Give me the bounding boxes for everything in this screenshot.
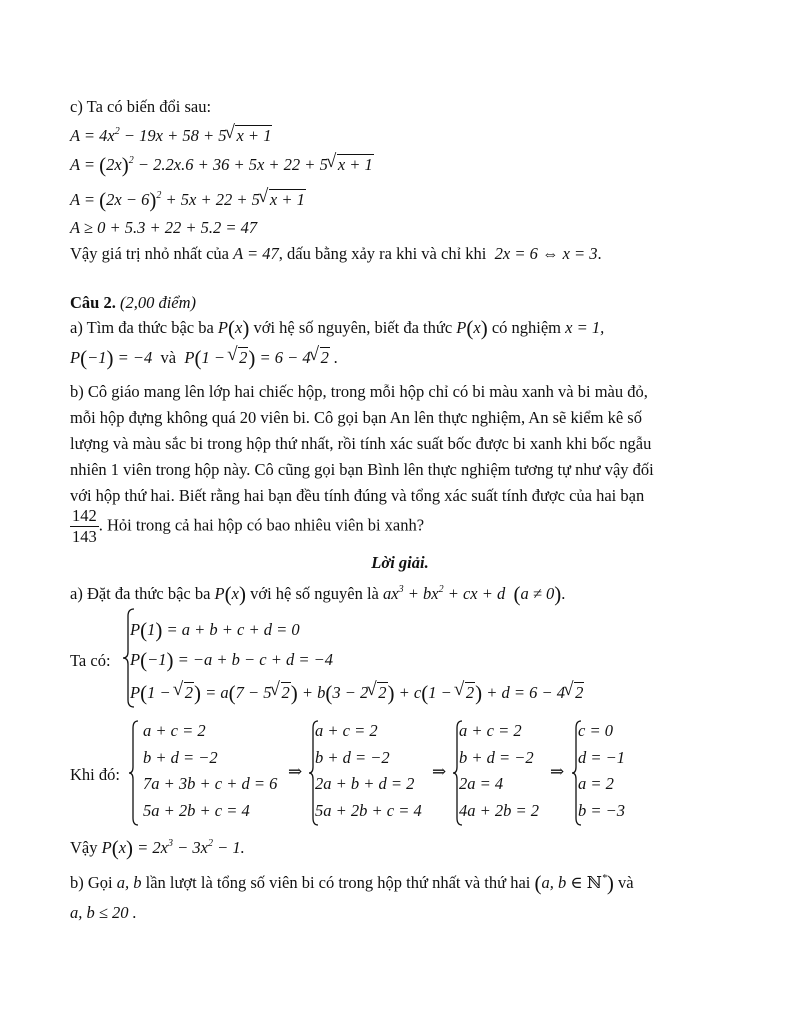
implies-arrow-3: ⇒ — [550, 762, 565, 781]
part-c-conclusion: Vậy giá trị nhỏ nhất của A = 47, dấu bằng xảy ra khi và chỉ khi 2x = 6 ⇔ x = 3. — [70, 244, 602, 263]
system-eq-1: P(1) = a + b + c + d = 0 — [130, 618, 300, 642]
probability-fraction: $\frac{142}{143}$ — [72, 506, 97, 546]
system-4-row: a = 2 — [578, 774, 614, 793]
system-2-row: b + d = −2 — [315, 748, 390, 767]
system-3-row: 2a = 4 — [459, 774, 504, 793]
system-2-row: 5a + 2b + c = 4 — [315, 801, 422, 820]
ta-co-label: Ta có: — [70, 651, 111, 670]
part-c-intro: c) Ta có biến đổi sau: — [70, 97, 212, 116]
system-4-row: c = 0 — [578, 721, 613, 740]
polynomial-result: Vậy $P(x) = 2x^3 - 3x^2 - 1$. — [70, 836, 245, 860]
implies-arrow-1: ⇒ — [288, 762, 303, 781]
equation-a-3: $A = (2x - 6)^2 + 5x + 22 + 5√$ x + 1 — [70, 185, 306, 211]
system-4-row: d = −1 — [578, 748, 626, 767]
solution-title: Lời giải. — [371, 553, 429, 572]
solution-b-condition: a, b ≤ 20 . — [70, 903, 137, 922]
system-1-row: 7a + 3b + c + d = 6 — [143, 774, 278, 793]
brace-system-1 — [128, 720, 140, 826]
system-eq-2: P(−1) = −a + b − c + d = −4 — [130, 648, 333, 672]
system-1-row: b + d = −2 — [143, 748, 218, 767]
implies-arrow-2: ⇒ — [432, 762, 447, 781]
system-eq-3: P(1 − √ 2) = a(7 − 5√ 2) + b(3 − 2√ 2) + c(1 − √ 2) + d = 6 − 4√ 2 — [130, 682, 584, 704]
question-2b-line1: b) Cô giáo mang lên lớp hai chiếc hộp, trong mỗi hộp chỉ có bi màu xanh và bi màu đỏ, — [70, 382, 648, 401]
equation-a-4: A ≥ 0 + 5.3 + 22 + 5.2 = 47 — [70, 218, 258, 237]
question-2-heading: Câu 2. (2,00 điểm) — [70, 293, 197, 312]
question-2a-line1: a) Tìm đa thức bậc ba P(x) với hệ số nguyên, biết đa thức P(x) có nghiệm x = 1, — [70, 316, 605, 340]
question-2b-line2: mỗi hộp đựng không quá 20 viên bi. Cô gọi bạn An lên thực nghiệm, An sẽ kiểm kê số — [70, 408, 642, 427]
equation-a-1: $A = 4x^2 - 19x + 58 + 5√$ x + 1 — [70, 121, 272, 147]
question-2b-line4: nhiên 1 viên trong hộp này. Cô cũng gọi bạn Bình lên thực nghiệm tương tự như vậy đối — [70, 460, 654, 479]
question-2b-line3: lượng và màu sắc bi trong hộp thứ nhất, rồi tính xác suất bốc được bi xanh khi bốc ngẫu — [70, 434, 652, 453]
system-1-row: a + c = 2 — [143, 721, 206, 740]
equation-a-2: $A = (2x)^2 - 2.2x.6 + 36 + 5x + 22 + 5√$ x + 1 — [70, 150, 374, 176]
system-4-row: b = −3 — [578, 801, 626, 820]
system-1-row: 5a + 2b + c = 4 — [143, 801, 250, 820]
khi-do-label: Khi đó: — [70, 765, 120, 784]
system-3-row: b + d = −2 — [459, 748, 534, 767]
question-2b-line5: với hộp thứ hai. Biết rằng hai bạn đều tính đúng và tổng xác suất tính được của hai bạn — [70, 486, 645, 505]
question-2a-line2: P(−1) = −4 và P(1 − √ 2) = 6 − 4√ 2 . — [70, 347, 338, 369]
system-2-row: 2a + b + d = 2 — [315, 774, 415, 793]
solution-b-intro: b) Gọi a, b lần lượt là tổng số viên bi có trong hộp thứ nhất và thứ hai (a, b ∈ ℕ*) và — [70, 871, 634, 895]
question-2b-line6: $\frac{142}{143}$ . Hỏi trong cả hai hộp có bao nhiêu viên bi xanh? — [72, 506, 425, 546]
system-2-row: a + c = 2 — [315, 721, 378, 740]
system-3-row: a + c = 2 — [459, 721, 522, 740]
solution-a-intro: a) Đặt đa thức bậc ba P(x) với hệ số nguyên là $ax^3 + bx^2$ + cx + d (a ≠ 0). — [70, 582, 566, 606]
system-3-row: 4a + 2b = 2 — [459, 801, 540, 820]
